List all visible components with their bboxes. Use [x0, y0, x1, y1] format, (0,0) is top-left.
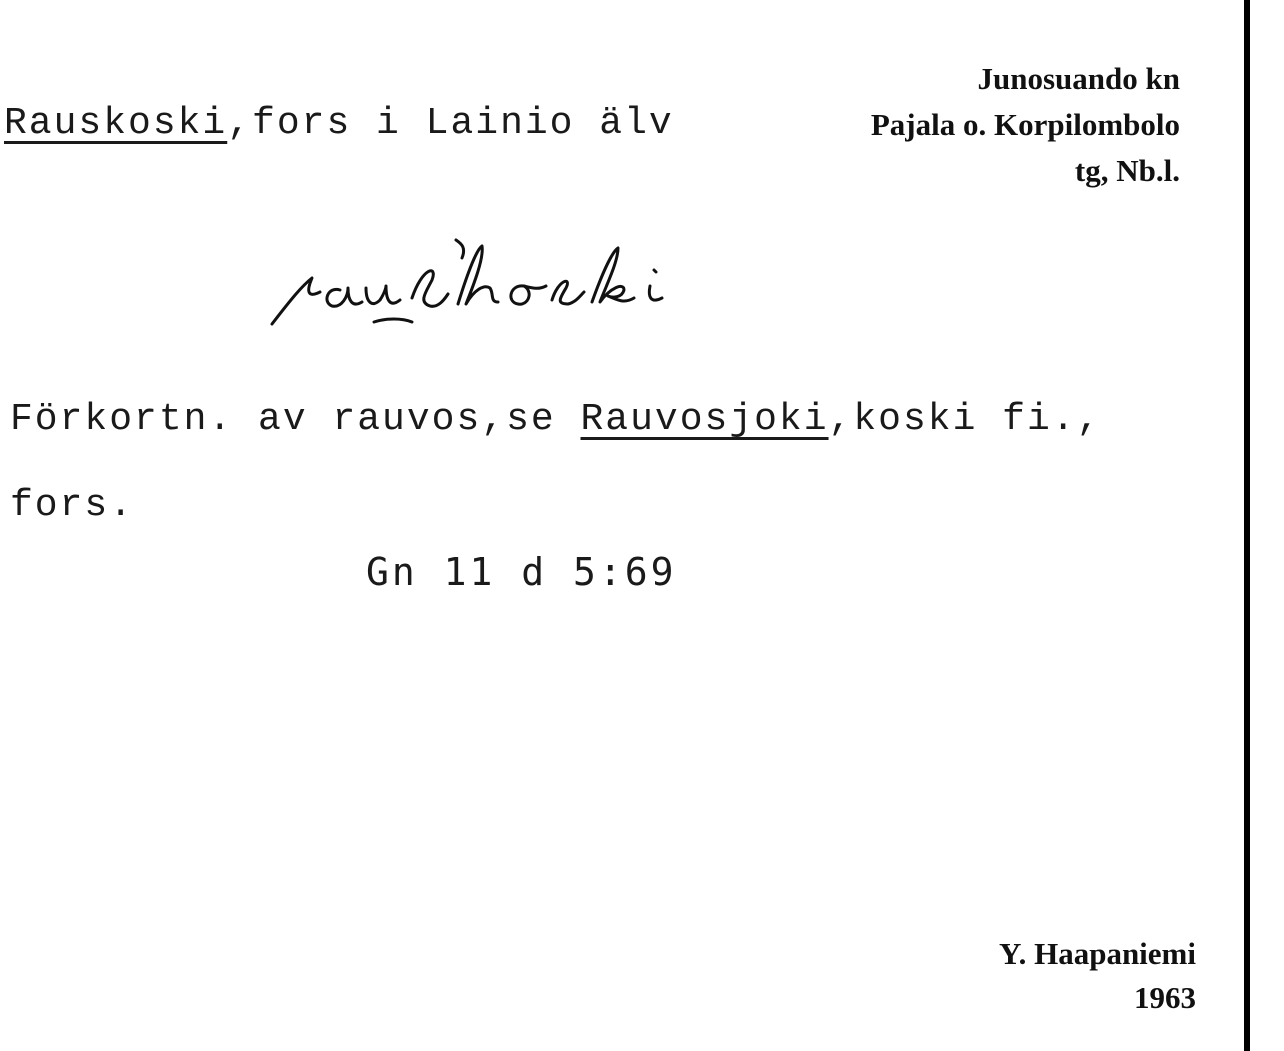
location-line-1: Junosuando kn	[977, 61, 1180, 96]
author-name: Y. Haapaniemi	[999, 936, 1196, 971]
handwritten-pronunciation	[262, 228, 762, 338]
explanation-text-post: ,koski fi.,	[828, 398, 1102, 441]
location-line-2: Pajala o. Korpilombolo	[870, 107, 1180, 142]
headword: Rauskoski	[4, 102, 228, 145]
card-edge-border	[1244, 0, 1250, 1051]
source-reference: Gn 11 d 5:69	[366, 550, 677, 594]
headword-description: ,fors i Lainio älv	[227, 102, 674, 145]
cross-reference-word: Rauvosjoki	[580, 398, 829, 441]
explanation-text-pre: Förkortn. av rauvos,se	[10, 398, 581, 441]
author-year: 1963	[1134, 980, 1196, 1015]
location-line-3: tg, Nb.l.	[1074, 153, 1180, 188]
explanation-line-1	[10, 398, 1101, 441]
explanation-line-2: fors.	[10, 484, 135, 527]
headword-line	[4, 102, 674, 145]
